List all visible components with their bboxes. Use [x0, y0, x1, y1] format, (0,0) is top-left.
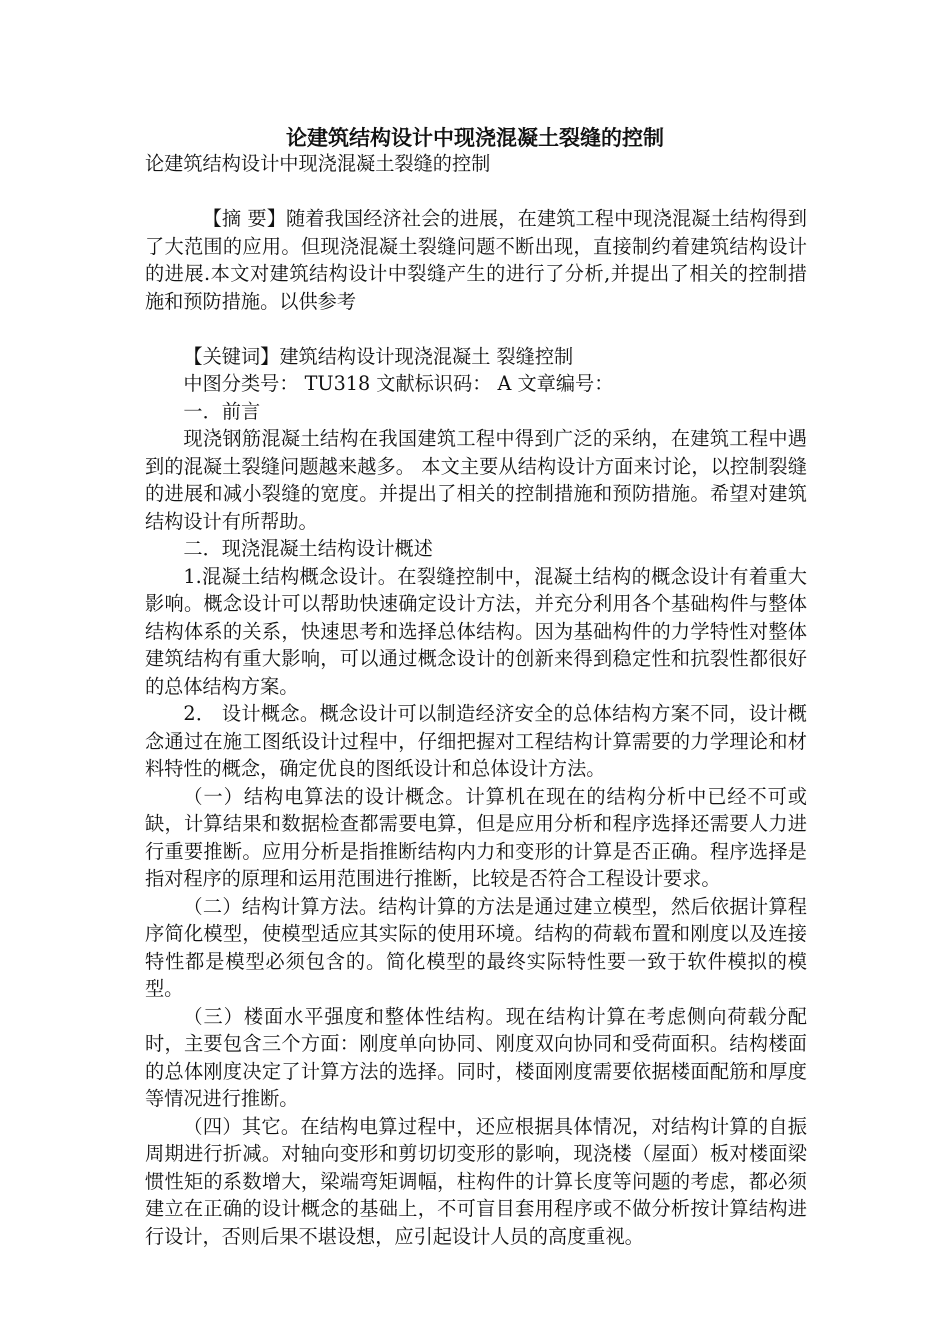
- section-heading-overview: 二．现浇混凝土结构设计概述: [183, 537, 433, 560]
- spacer: [145, 315, 807, 343]
- concept-design-paragraph: 1.混凝土结构概念设计。在裂缝控制中，混凝土结构的概念设计有着重大影响。概念设计可以帮助快速确定设计方法，并充分利用各个基础构件与整体结构体系的关系，快速思考和选择总体结构。因为基础构件的力学特性对整体建筑结构有重大影响，可以通过概念设计的创新来得到稳定性和抗裂性都很好的总体结构方案。: [145, 564, 807, 698]
- document-subtitle: 论建筑结构设计中现浇混凝土裂缝的控制: [145, 152, 491, 175]
- document-title: 论建筑结构设计中现浇混凝土裂缝的控制: [286, 126, 664, 150]
- design-concept-paragraph: 2． 设计概念。概念设计可以制造经济安全的总体结构方案不同，设计概念通过在施工图纸设计过程中，仔细把握对工程结构计算需要的力学理论和材料特性的概念，确定优良的图纸设计和总体设计方法。: [145, 702, 807, 780]
- section-heading-intro: 一．前言: [183, 399, 261, 423]
- keywords-line: 【关键词】建筑结构设计现浇混凝土 裂缝控制: [183, 344, 574, 368]
- abstract-paragraph: 【摘 要】随着我国经济社会的进展，在建筑工程中现浇混凝土结构得到了大范围的应用。但现浇混凝土裂缝问题不断出现，直接制约着建筑结构设计的进展.本文对建筑结构设计中裂缝产生的进行了分析,并提出了相关的控制措施和预防措施。以供参考: [145, 207, 807, 313]
- document-body: [145, 150, 807, 1250]
- computer-method-paragraph: （一）结构电算法的设计概念。计算机在现在的结构分析中已经不可或缺，计算结果和数据检查都需要电算，但是应用分析和程序选择还需要人力进行重要推断。应用分析是指推断结构内力和变形的计算是否正确。程序选择是指对程序的原理和运用范围进行推断，比较是否符合工程设计要求。: [145, 784, 807, 890]
- classification-line: 中图分类号： TU318 文献标识码： A 文章编号：: [183, 372, 614, 395]
- intro-paragraph: 现浇钢筋混凝土结构在我国建筑工程中得到广泛的采纳，在建筑工程中遇到的混凝土裂缝问题越来越多。 本文主要从结构设计方面来讨论，以控制裂缝的进展和减小裂缝的宽度。并提出了相关的控制措施和预防措施。希望对建筑结构设计有所帮助。: [145, 427, 807, 533]
- spacer: [145, 178, 807, 206]
- calculation-method-paragraph: （二）结构计算方法。结构计算的方法是通过建立模型，然后依据计算程序简化模型，使模型适应其实际的使用环境。结构的荷载布置和刚度以及连接特性都是模型必须包含的。简化模型的最终实际特性要一致于软件模拟的模型。: [145, 894, 807, 1000]
- other-paragraph: （四）其它。在结构电算过程中，还应根据具体情况，对结构计算的自振周期进行折减。对轴向变形和剪切切变形的影响，现浇楼（屋面）板对楼面梁惯性矩的系数增大，梁端弯矩调幅，柱构件的计算长度等问题的考虑，都必须建立在正确的设计概念的基础上，不可盲目套用程序或不做分析按计算结构进行设计，否则后果不堪设想，应引起设计人员的高度重视。: [145, 1114, 807, 1248]
- floor-strength-paragraph: （三）楼面水平强度和整体性结构。现在结构计算在考虑侧向荷载分配时，主要包含三个方面：刚度单向协同、刚度双向协同和受荷面积。结构楼面的总体刚度决定了计算方法的选择。同时，楼面刚度需要依据楼面配筋和厚度等情况进行推断。: [145, 1004, 807, 1110]
